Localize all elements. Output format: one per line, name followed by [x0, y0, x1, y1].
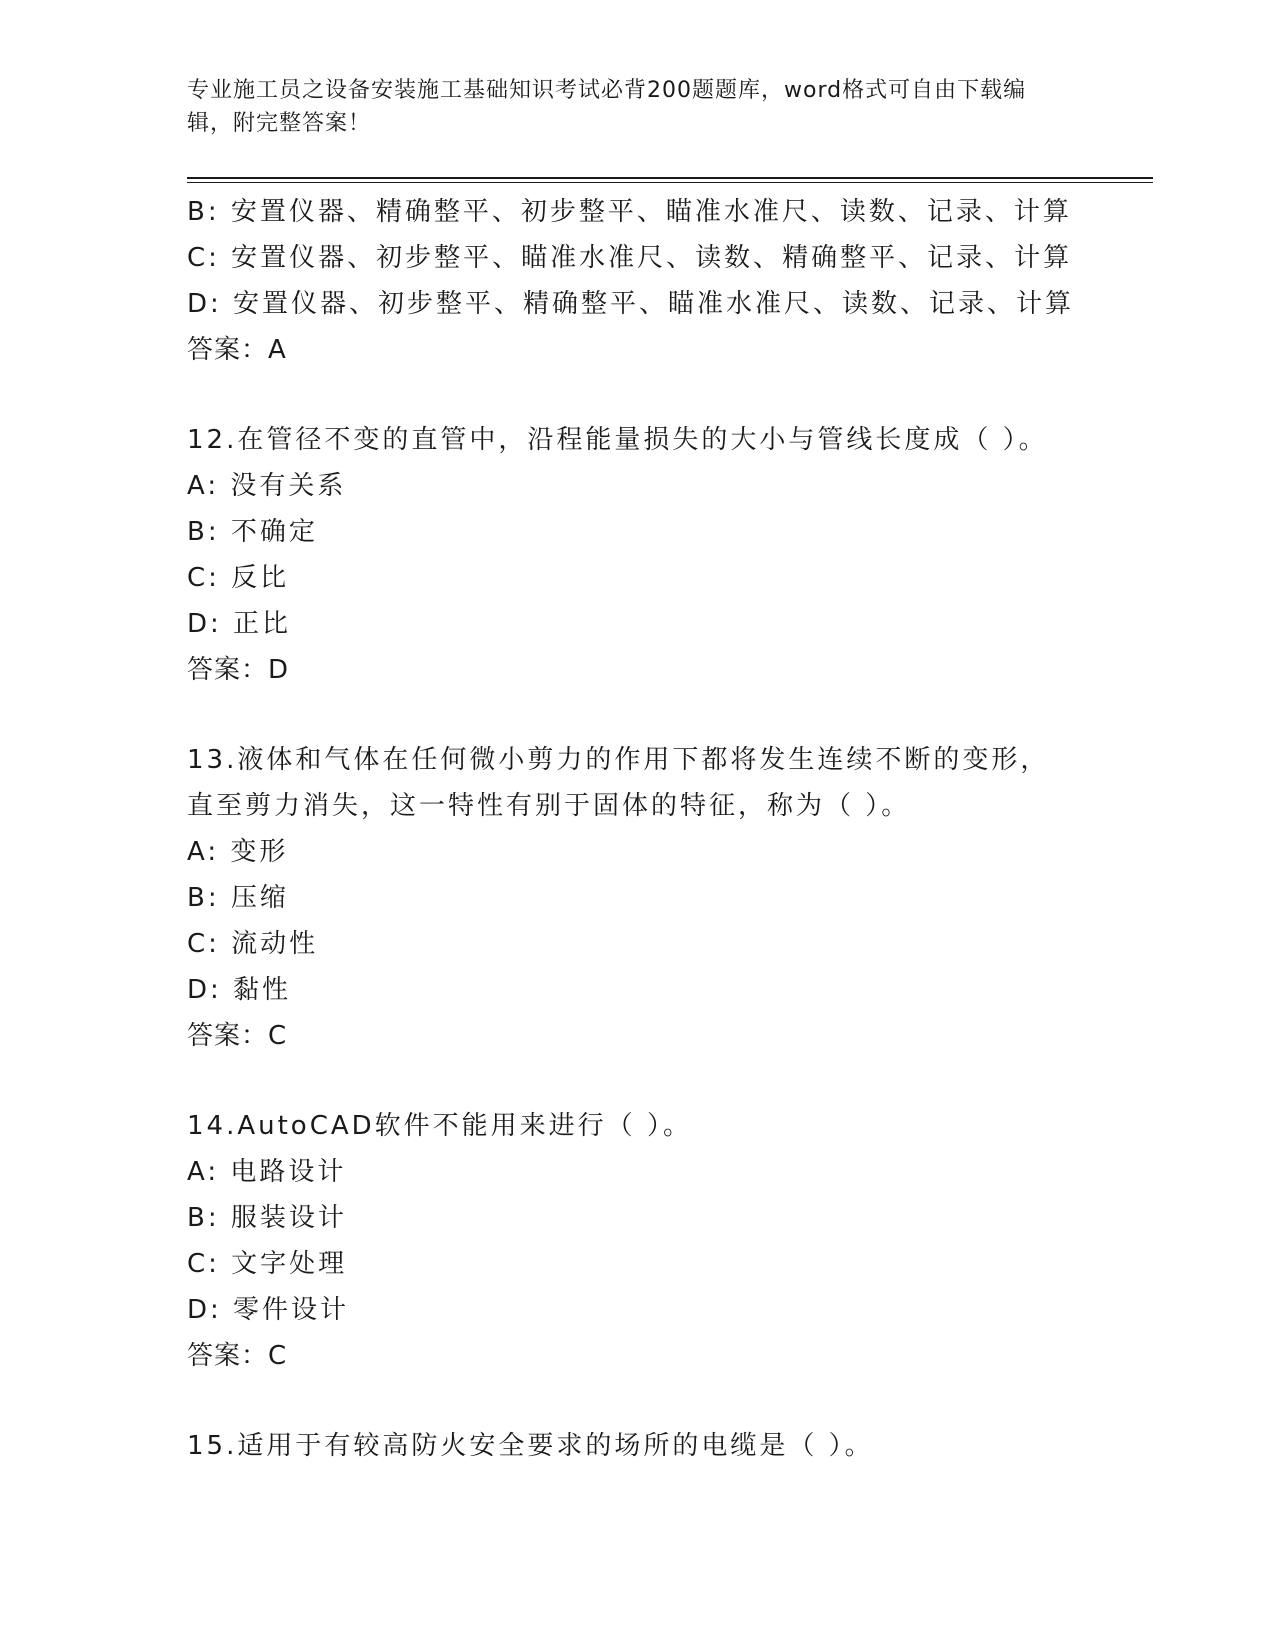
question-stem: 13.液体和气体在任何微小剪力的作用下都将发生连续不断的变形，直至剪力消失，这一特性有别于固体的特征，称为（ ）。 [187, 745, 1050, 821]
question-15 [187, 1423, 1087, 1469]
question-13 [187, 737, 1087, 1059]
option-c: C: 反比 [187, 563, 290, 593]
answer-line: 答案：C [187, 1341, 288, 1371]
option-a: A: 电路设计 [187, 1157, 347, 1187]
option-c: C: 文字处理 [187, 1249, 348, 1279]
option-b: B: 不确定 [187, 517, 318, 547]
question-stem: 15.适用于有较高防火安全要求的场所的电缆是（ ）。 [187, 1431, 874, 1461]
option-a: A: 变形 [187, 837, 289, 867]
option-b: B: 服装设计 [187, 1203, 347, 1233]
question-12 [187, 417, 1087, 693]
option-b: B: 压缩 [187, 883, 289, 913]
answer-line: 答案：D [187, 655, 290, 685]
option-c: C: 流动性 [187, 929, 319, 959]
header-divider-thin [187, 182, 1153, 183]
question-11-continued [187, 189, 1087, 373]
option-d: D: 零件设计 [187, 1295, 350, 1325]
option-d: D: 安置仪器、初步整平、精确整平、瞄准水准尺、读数、记录、计算 [187, 289, 1075, 319]
document-body [187, 189, 1087, 1469]
question-stem: 14.AutoCAD软件不能用来进行（ ）。 [187, 1111, 692, 1141]
option-c: C: 安置仪器、初步整平、瞄准水准尺、读数、精确整平、记录、计算 [187, 243, 1073, 273]
question-14 [187, 1103, 1087, 1379]
option-d: D: 正比 [187, 609, 292, 639]
answer-line: 答案：A [187, 335, 287, 365]
answer-line: 答案：C [187, 1021, 288, 1051]
document-header: 专业施工员之设备安装施工基础知识考试必背200题题库，word格式可自由下载编辑，附完整答案！ [187, 78, 1027, 136]
option-a: A: 没有关系 [187, 471, 347, 501]
question-stem: 12.在管径不变的直管中，沿程能量损失的大小与管线长度成（ ）。 [187, 425, 1048, 455]
header-divider-thick [187, 177, 1153, 179]
option-b: B: 安置仪器、精确整平、初步整平、瞄准水准尺、读数、记录、计算 [187, 197, 1072, 227]
option-d: D: 黏性 [187, 975, 292, 1005]
